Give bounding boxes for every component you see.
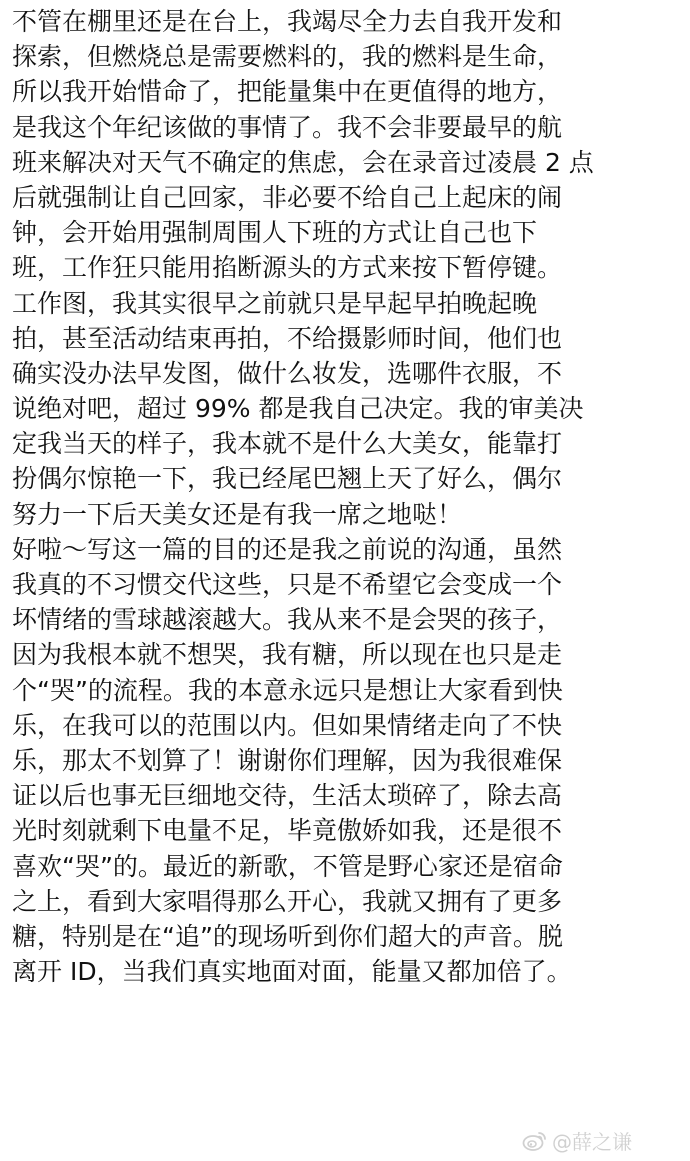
text-line: 后就强制让自己回家，非必要不给自己上起床的闹 <box>12 182 563 212</box>
text-line: 说绝对吧，超过 99% 都是我自己决定。我的审美决 <box>12 394 584 424</box>
weibo-icon <box>522 1130 548 1152</box>
text-line: 光时刻就剩下电量不足，毕竟傲娇如我，还是很不 <box>12 816 563 846</box>
text-line: 不管在棚里还是在台上，我竭尽全力去自我开发和 <box>12 7 563 36</box>
text-line: 确实没办法早发图，做什么妆发，选哪件衣服，不 <box>12 358 563 388</box>
text-line: 扮偶尔惊艳一下，我已经尾巴翘上天了好么，偶尔 <box>12 464 563 494</box>
text-line: 定我当天的样子，我本就不是什么大美女，能靠打 <box>12 429 563 459</box>
text-line: 班来解决对天气不确定的焦虑，会在录音过凌晨 2 点 <box>12 147 594 177</box>
text-line: 拍，甚至活动结束再拍，不给摄影师时间，他们也 <box>12 323 563 353</box>
text-line: 好啦～写这一篇的目的还是我之前说的沟通，虽然 <box>12 534 563 564</box>
watermark <box>522 1126 632 1155</box>
text-line: 所以我开始惜命了，把能量集中在更值得的地方， <box>12 77 563 107</box>
text-line: 是我这个年纪该做的事情了。我不会非要最早的航 <box>12 112 563 142</box>
text-line: 证以后也事无巨细地交待，生活太琐碎了，除去高 <box>12 781 563 811</box>
text-line: 钟，会开始用强制周围人下班的方式让自己也下 <box>12 218 538 248</box>
text-line: 坏情绪的雪球越滚越大。我从来不是会哭的孩子， <box>12 605 563 635</box>
text-line: 喜欢“哭”的。最近的新歌，不管是野心家还是宿命 <box>12 851 563 881</box>
text-line: 班，工作狂只能用掐断源头的方式来按下暂停键。 <box>12 253 563 283</box>
text-line: 个“哭”的流程。我的本意永远只是想让大家看到快 <box>12 675 563 705</box>
text-line: 之上，看到大家唱得那么开心，我就又拥有了更多 <box>12 886 563 916</box>
watermark-text: @薛之谦 <box>552 1130 632 1154</box>
text-line: 努力一下后天美女还是有我一席之地哒！ <box>12 499 463 529</box>
text-line: 我真的不习惯交代这些，只是不希望它会变成一个 <box>12 570 563 599</box>
text-line: 乐，那太不划算了！谢谢你们理解，因为我很难保 <box>12 745 563 775</box>
text-line: 乐，在我可以的范围以内。但如果情绪走向了不快 <box>12 710 563 740</box>
text-line: 糖，特别是在“追”的现场听到你们超大的声音。脱 <box>12 921 563 951</box>
text-line: 探索，但燃烧总是需要燃料的，我的燃料是生命， <box>12 42 563 72</box>
text-line: 工作图，我其实很早之前就只是早起早拍晚起晚 <box>12 288 538 318</box>
post-text <box>12 4 680 989</box>
text-line: 离开 ID，当我们真实地面对面，能量又都加倍了。 <box>12 957 572 987</box>
text-line: 因为我根本就不想哭，我有糖，所以现在也只是走 <box>12 640 563 670</box>
